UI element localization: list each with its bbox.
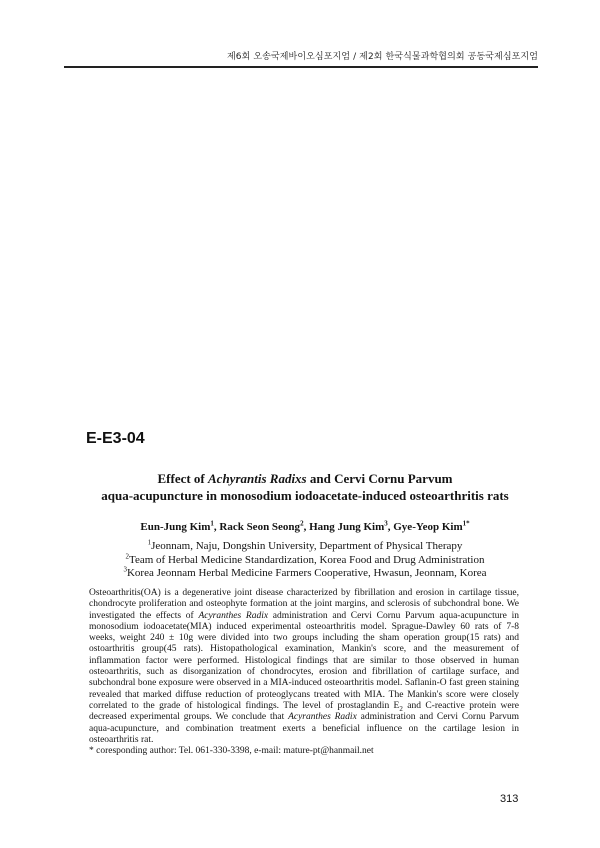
header-rule	[64, 66, 538, 68]
affiliation-text: Jeonnam, Naju, Dongshin University, Department of Physical Therapy	[151, 540, 463, 552]
author-sep: ,	[387, 521, 394, 533]
abstract-body	[89, 588, 519, 746]
abstract-text: administration and Cervi Cornu Parvum aqua-acupuncture, and combination treatment exerts a beneficial influence on the cartilage lesion in osteoarthritis rat.	[89, 712, 519, 745]
abstract-text: Osteoarthritis(OA) is a degenerative joint disease characterized by fibrillation and erosion in cartilage tissue, chondrocyte proliferation and osteophyte formation at the joint margins, and sclerosis of subchondral bone. We investigated the effects of	[89, 588, 519, 621]
corresponding-author: * coresponding author: Tel. 061-330-3398, e-mail: mature-pt@hanmail.net	[89, 746, 374, 757]
author-name: Hang Jung Kim	[309, 521, 385, 533]
title-line-1-pre: Effect of	[157, 471, 209, 486]
affiliation	[70, 551, 540, 568]
affiliation	[70, 540, 540, 554]
abstract-italic-term: Acyranthes Radix	[198, 610, 269, 621]
title-line-2: aqua-acupuncture in monosodium iodoacetate-induced osteoarthritis rats	[101, 488, 509, 503]
author-sep: ,	[213, 521, 220, 533]
affiliation-sup: 2	[125, 551, 130, 560]
abstract-italic-term: Acyranthes Radix	[288, 712, 357, 723]
affiliation-text: Team of Herbal Medicine Standardization, Korea Food and Drug Administration	[129, 553, 485, 566]
abstract-text: and C-reactive protein were decreased experimental groups. We conclude that	[89, 700, 519, 723]
title-italic-term: Achyrantis Radixs	[208, 471, 307, 486]
author-sup: 3	[384, 519, 388, 528]
title-line-1-post: and Cervi Cornu Parvum	[306, 471, 453, 486]
author-sup: 2	[300, 519, 304, 528]
author-name: Eun-Jung Kim	[140, 521, 211, 533]
page-number: 313	[500, 793, 519, 805]
title-line-1	[70, 470, 540, 487]
author-sep: ,	[303, 521, 310, 533]
affiliation-sup: 3	[123, 565, 127, 574]
author-name: Gye-Yeop Kim	[393, 521, 463, 533]
author-name: Rack Seon Seong	[219, 521, 301, 533]
affiliation-list	[70, 540, 540, 581]
abstract-subscript: 2	[399, 704, 403, 713]
abstract	[89, 588, 519, 757]
running-header: 제6회 오송국제바이오심포지엄 / 제2회 한국식물과학협의회 공동국제심포지엄	[227, 52, 538, 62]
abstract-text: administration and Cervi Cornu Parvum aqua-acupuncture in monosodium iodoacetate(MIA) induced experimental osteoarthritis model. Sprague-Dawley 60 rats of 7-8 weeks, weight 240 ± 10g were divided into two groups including the sham operation group(15 rats) and ostoarthritis group(45 rats). Histopathological examination, Mankin's score, and the measurement of inflammation factor were performed. Histological findings that are similar to those observed in human osteoarthritis, such as disorganization of chondrocytes, erosion and fibrillation of cartilage surface, and subchondral bone exposure were observed in a MIA-induced osteoarthritis model. Saflanin-O fast green staining revealed that marked diffuse reduction of proteoglycans treated with MIA. The Mankin's score were closely correlated to the grade of histological findings. The level of prostaglandin E	[89, 610, 519, 711]
paper-title	[70, 470, 540, 504]
affiliation	[70, 567, 540, 581]
affiliation-sup: 1	[147, 538, 152, 547]
affiliation-text: Korea Jeonnam Herbal Medicine Farmers Cooperative, Hwasun, Jeonnam, Korea	[126, 567, 487, 579]
abstract-code: E-E3-04	[86, 430, 145, 447]
author-sup: 1*	[462, 519, 470, 528]
author-list	[70, 521, 540, 534]
author-sup: 1	[210, 519, 214, 528]
